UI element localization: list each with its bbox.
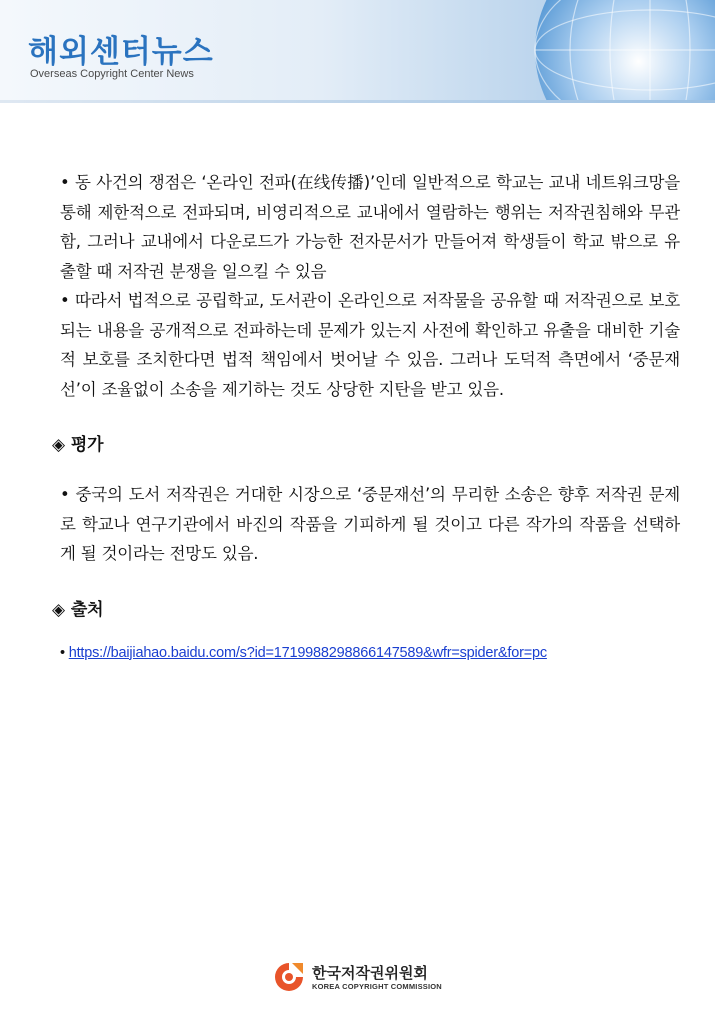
header-divider	[0, 100, 715, 103]
diamond-icon: ◈	[52, 435, 65, 455]
footer-org-name: 한국저작권위원회	[312, 964, 428, 982]
source-heading-label: 출처	[70, 599, 104, 620]
page-header	[0, 0, 715, 100]
bullet-icon: •	[60, 644, 65, 661]
source-heading	[52, 595, 680, 625]
source-link[interactable]: https://baijiahao.baidu.com/s?id=1719988298866147589&wfr=spider&for=pc	[68, 644, 547, 661]
evaluation-heading-label: 평가	[70, 435, 104, 455]
footer-logo-block	[272, 958, 452, 998]
evaluation-heading	[52, 430, 680, 460]
source-item	[60, 639, 680, 669]
globe-graphic	[500, 0, 715, 100]
evaluation-paragraph: • 중국의 도서 저작권은 거대한 시장으로 ‘중문재선’의 무리한 소송은 향후 저작권 문제로 학교나 연구기관에서 바진의 작품을 기피하게 될 것이고 다른 작가의 작품을 선택하게 될 것이라는 전망도 있음.	[60, 485, 680, 563]
diamond-icon: ◈	[52, 599, 65, 620]
copyright-commission-logo-icon	[272, 960, 306, 994]
newsletter-subtitle: Overseas Copyright Center News	[30, 68, 194, 80]
body-paragraph-2: • 따라서 법적으로 공립학교, 도서관이 온라인으로 저작물을 공유할 때 저작권으로 보호되는 내용을 공개적으로 전파하는데 문제가 있는지 사전에 확인하고 유출을 대비한 기술적 보호를 조치한다면 법적 책임에서 벗어날 수 있음. 그러나 도덕적 측면에서 ‘중문재선’이 조율없이 소송을 제기하는 것도 상당한 지탄을 받고 있음.	[60, 291, 680, 399]
article-body	[52, 168, 680, 668]
newsletter-title: 해외센터뉴스	[28, 34, 214, 70]
body-paragraph-1: • 동 사건의 쟁점은 ‘온라인 전파(在线传播)’인데 일반적으로 학교는 교내 네트워크망을 통해 제한적으로 전파되며, 비영리적으로 교내에서 열람하는 행위는 저작권침해와 무관함, 그러나 교내에서 다운로드가 가능한 전자문서가 만들어져 학생들이 학교 밖으로 유출할 때 저작권 분쟁을 일으킬 수 있음	[60, 173, 680, 281]
footer-org-name-en: KOREA COPYRIGHT COMMISSION	[312, 982, 442, 991]
